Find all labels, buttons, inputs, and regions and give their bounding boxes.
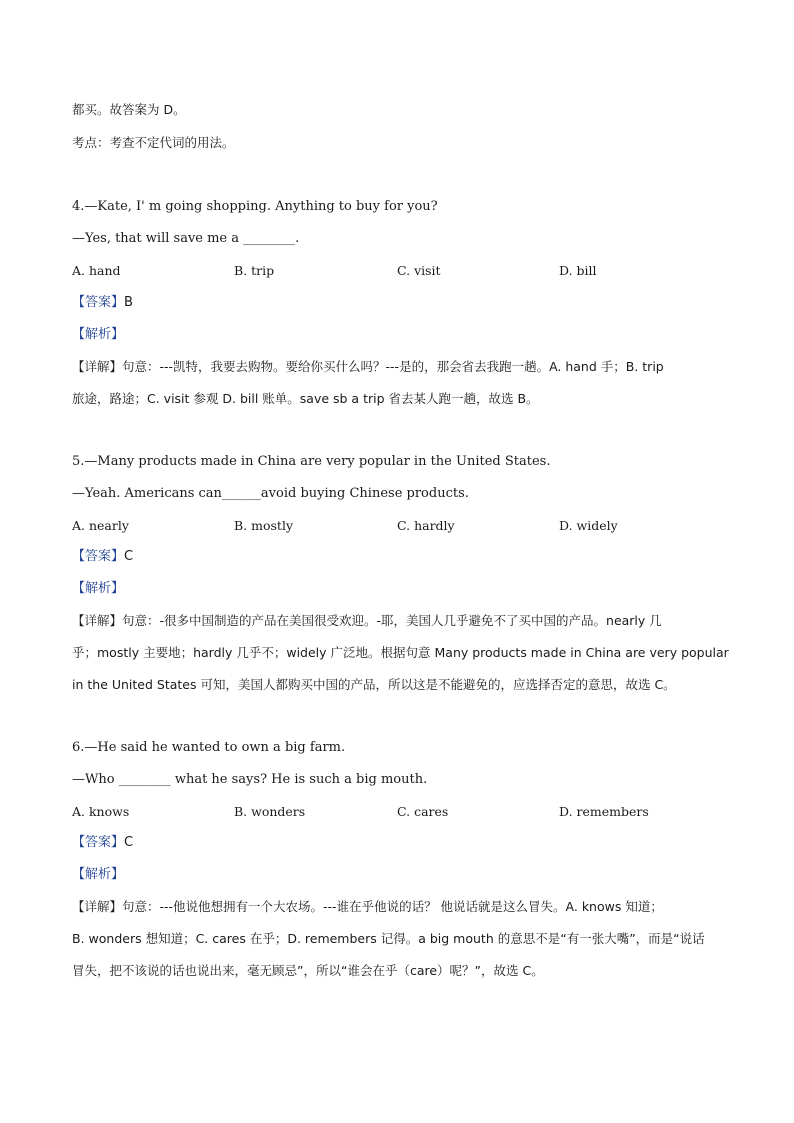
question-4-option-c: C. visit: [397, 263, 441, 278]
question-4-option-a: A. hand: [72, 263, 121, 278]
question-5-detail-2: 乎；mostly 主要地；hardly 几乎不；widely 广泛地。根据句意 Many products made in China are very popular: [72, 645, 729, 660]
question-5-option-a: A. nearly: [72, 518, 129, 533]
question-6-option-a: A. knows: [72, 804, 130, 819]
answer-label: 【答案】: [72, 549, 125, 564]
question-6-detail-1: 【详解】句意：---他说他想拥有一个大农场。---谁在乎他说的话？ 他说话就是这么冒失。A. knows 知道；: [72, 899, 663, 914]
question-6-option-c: C. cares: [397, 804, 449, 819]
question-5-answer: [72, 548, 133, 566]
answer-value: B: [124, 295, 133, 310]
question-4-stem: 4.—Kate, I' m going shopping. Anything to buy for you?: [72, 199, 438, 214]
intro-line-1: 都买。故答案为 D。: [72, 102, 186, 117]
question-5-option-c: C. hardly: [397, 518, 455, 533]
question-6-option-b: B. wonders: [234, 804, 306, 819]
question-4-option-d: D. bill: [559, 263, 597, 278]
question-5-detail-3: in the United States 可知，美国人都购买中国的产品，所以这是不能避免的，应选择否定的意思，故选 C。: [72, 677, 676, 692]
question-6-detail-2: B. wonders 想知道；C. cares 在乎；D. remembers 记得。a big mouth 的意思不是“有一张大嘴”，而是“说话: [72, 931, 705, 946]
intro-line-2: 考点：考查不定代词的用法。: [72, 135, 235, 150]
question-6-option-d: D. remembers: [559, 804, 649, 819]
question-5-analysis-label: 【解析】: [72, 581, 125, 596]
question-4-detail-2: 旅途，路途；C. visit 参观 D. bill 账单。save sb a trip 省去某人跑一趟，故选 B。: [72, 391, 539, 406]
question-6-detail-3: 冒失，把不该说的话也说出来，毫无顾忌”，所以“谁会在乎（care）呢？”，故选 C。: [72, 963, 544, 978]
question-4-reply: —Yes, that will save me a ________.: [72, 231, 300, 246]
question-6-analysis-label: 【解析】: [72, 867, 125, 882]
question-5-option-b: B. mostly: [234, 518, 294, 533]
answer-label: 【答案】: [72, 295, 125, 310]
question-5-stem: 5.—Many products made in China are very popular in the United States.: [72, 454, 551, 469]
question-4-option-b: B. trip: [234, 263, 275, 278]
question-5-option-d: D. widely: [559, 518, 618, 533]
question-5-detail-1: 【详解】句意：-很多中国制造的产品在美国很受欢迎。-耶，美国人几乎避免不了买中国的产品。nearly 几: [72, 613, 662, 628]
answer-value: C: [124, 549, 134, 564]
question-6-answer: [72, 834, 133, 852]
answer-label: 【答案】: [72, 835, 125, 850]
question-4-detail-1: 【详解】句意：---凯特，我要去购物。要给你买什么吗？---是的，那会省去我跑一趟。A. hand 手；B. trip: [72, 359, 664, 374]
question-4-analysis-label: 【解析】: [72, 327, 125, 342]
question-4-answer: [72, 294, 133, 312]
answer-value: C: [124, 835, 134, 850]
question-6-reply: —Who ________ what he says? He is such a big mouth.: [72, 772, 428, 787]
question-6-stem: 6.—He said he wanted to own a big farm.: [72, 740, 346, 755]
question-5-reply: —Yeah. Americans can______avoid buying Chinese products.: [72, 486, 469, 501]
